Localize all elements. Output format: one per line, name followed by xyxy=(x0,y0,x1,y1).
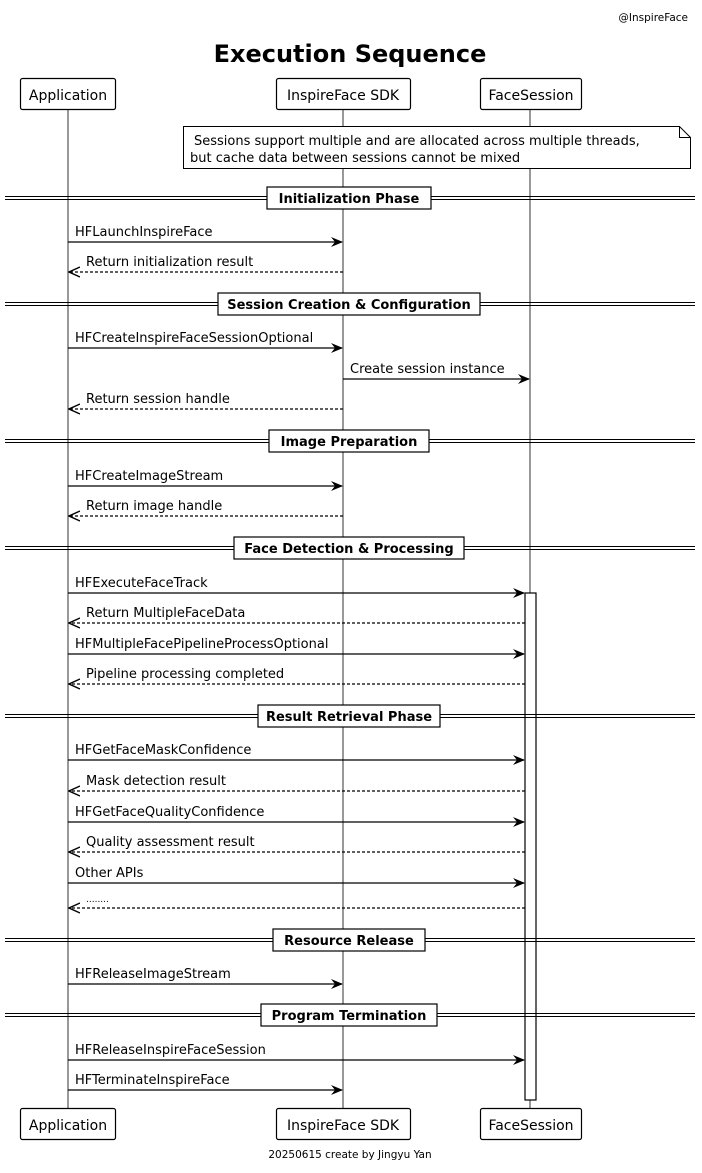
participant-label: Application xyxy=(28,1118,108,1134)
message-arrow xyxy=(68,469,342,486)
phase-divider xyxy=(5,187,695,209)
phase-label: Initialization Phase xyxy=(278,192,420,207)
note xyxy=(184,127,691,169)
message-label: HFReleaseInspireFaceSession xyxy=(75,1043,266,1058)
message-arrow xyxy=(68,805,524,822)
note-line-1: Sessions support multiple and are allocated across multiple threads, xyxy=(194,134,640,149)
message-arrow xyxy=(68,576,524,593)
phase-label: Session Creation & Configuration xyxy=(227,298,471,313)
phase-divider xyxy=(5,293,695,315)
diagram-title: Execution Sequence xyxy=(213,40,487,68)
message-label: Other APIs xyxy=(75,866,144,881)
message-label: HFLaunchInspireFace xyxy=(75,225,213,240)
message-label: HFCreateImageStream xyxy=(75,469,224,484)
message-arrow xyxy=(68,225,342,242)
phase-label: Program Termination xyxy=(271,1009,427,1024)
message-label: HFMultipleFacePipelineProcessOptional xyxy=(75,637,329,652)
message-arrow xyxy=(68,967,342,984)
participant-facesession-bottom[interactable] xyxy=(481,1109,582,1140)
message-label: Return session handle xyxy=(86,392,230,407)
footer-credit: 20250615 create by Jingyu Yan xyxy=(268,1149,432,1161)
message-label: Return MultipleFaceData xyxy=(86,606,246,621)
message-arrow xyxy=(69,499,343,516)
message-arrow xyxy=(69,835,525,852)
phase-label: Image Preparation xyxy=(280,435,418,450)
participant-inspireface-sdk-bottom[interactable] xyxy=(277,1109,411,1140)
message-arrow xyxy=(343,362,529,379)
phase-label: Result Retrieval Phase xyxy=(265,710,433,725)
participant-label: InspireFace SDK xyxy=(286,88,400,104)
message-label: HFReleaseImageStream xyxy=(75,967,231,982)
message-arrow xyxy=(69,392,343,409)
phase-label: Face Detection & Processing xyxy=(244,542,454,557)
author-handle: @InspireFace xyxy=(618,12,688,24)
message-label: HFGetFaceQualityConfidence xyxy=(75,805,265,820)
participant-label: InspireFace SDK xyxy=(286,1118,400,1134)
participant-label: Application xyxy=(28,88,108,104)
participant-application-top[interactable] xyxy=(21,79,116,110)
message-label: HFCreateInspireFaceSessionOptional xyxy=(75,331,314,346)
message-label: Return image handle xyxy=(86,499,223,514)
participant-label: FaceSession xyxy=(488,88,574,104)
message-arrow xyxy=(68,866,524,883)
phase-divider xyxy=(5,430,695,452)
message-label: Mask detection result xyxy=(86,774,226,789)
message-label: HFGetFaceMaskConfidence xyxy=(75,743,252,758)
message-arrow xyxy=(68,1073,342,1090)
message-arrow xyxy=(68,743,524,760)
message-label: HFTerminateInspireFace xyxy=(75,1073,230,1088)
phase-divider xyxy=(5,705,695,727)
message-arrow xyxy=(68,1043,524,1060)
message-arrow xyxy=(69,255,343,272)
message-label: Create session instance xyxy=(350,362,505,377)
participant-inspireface-sdk-top[interactable] xyxy=(277,79,411,110)
phase-divider xyxy=(5,929,695,951)
message-label: HFExecuteFaceTrack xyxy=(75,576,208,591)
message-arrow xyxy=(68,331,342,348)
phase-label: Resource Release xyxy=(284,934,414,949)
message-arrow xyxy=(69,774,525,791)
message-arrow xyxy=(68,637,524,654)
message-arrow xyxy=(69,606,525,623)
message-arrow xyxy=(69,667,525,684)
message-arrow xyxy=(69,895,525,908)
participant-facesession-top[interactable] xyxy=(481,79,582,110)
phase-divider xyxy=(5,1004,695,1026)
participant-label: FaceSession xyxy=(488,1118,574,1134)
facesession-activation-bar xyxy=(525,593,536,1100)
note-line-2: but cache data between sessions cannot be mixed xyxy=(190,151,521,166)
participant-application-bottom[interactable] xyxy=(21,1109,116,1140)
phase-divider xyxy=(5,537,695,559)
message-label: Quality assessment result xyxy=(86,835,255,850)
message-label: Pipeline processing completed xyxy=(86,667,285,682)
message-label: Return initialization result xyxy=(86,255,254,270)
message-label: ........ xyxy=(86,895,109,905)
